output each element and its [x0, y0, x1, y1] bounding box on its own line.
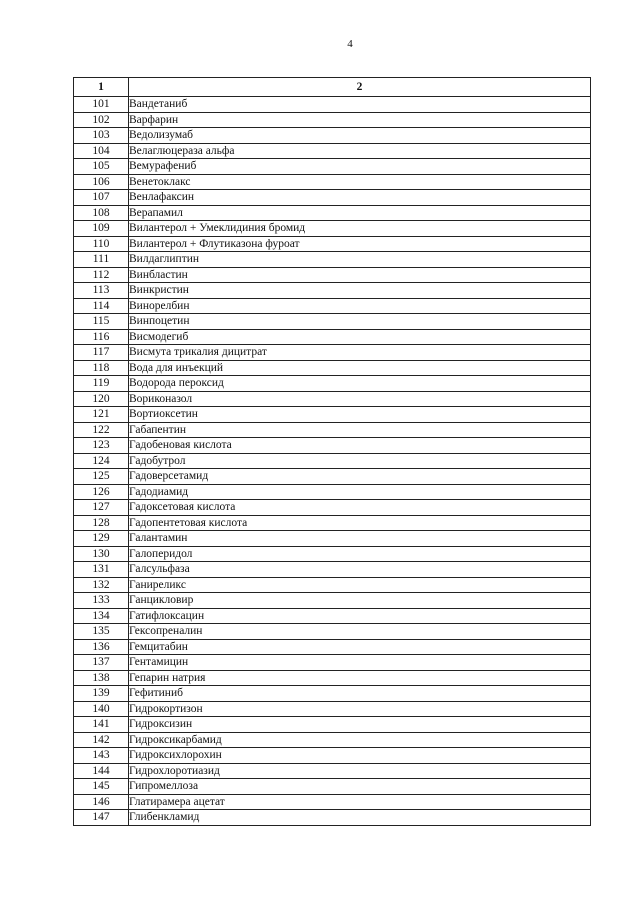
table-row: [74, 407, 591, 423]
row-number: 125: [74, 469, 129, 485]
drug-name: Гемцитабин: [129, 639, 591, 655]
drug-name: Верапамил: [129, 205, 591, 221]
row-number: 127: [74, 500, 129, 516]
drug-name: Гадодиамид: [129, 484, 591, 500]
drug-name: Вилантерол + Флутиказона фуроат: [129, 236, 591, 252]
table-row: [74, 345, 591, 361]
table-row: [74, 593, 591, 609]
row-number: 103: [74, 128, 129, 144]
drug-name: Вориконазол: [129, 391, 591, 407]
row-number: 134: [74, 608, 129, 624]
drug-name: Гадобутрол: [129, 453, 591, 469]
table-row: [74, 779, 591, 795]
drug-name: Варфарин: [129, 112, 591, 128]
row-number: 113: [74, 283, 129, 299]
drug-name: Гидрохлоротиазид: [129, 763, 591, 779]
row-number: 109: [74, 221, 129, 237]
column-header-name: 2: [129, 78, 591, 97]
table-row: [74, 453, 591, 469]
row-number: 121: [74, 407, 129, 423]
table-row: [74, 391, 591, 407]
drug-name: Вемурафениб: [129, 159, 591, 175]
drug-name: Гатифлоксацин: [129, 608, 591, 624]
table-row: [74, 128, 591, 144]
row-number: 140: [74, 701, 129, 717]
drug-name: Гексопреналин: [129, 624, 591, 640]
row-number: 102: [74, 112, 129, 128]
table-row: [74, 624, 591, 640]
drug-name: Винкристин: [129, 283, 591, 299]
row-number: 142: [74, 732, 129, 748]
table-row: [74, 717, 591, 733]
table-row: [74, 655, 591, 671]
table-row: [74, 810, 591, 826]
table-row: [74, 298, 591, 314]
row-number: 137: [74, 655, 129, 671]
row-number: 116: [74, 329, 129, 345]
row-number: 105: [74, 159, 129, 175]
drug-name: Венлафаксин: [129, 190, 591, 206]
drug-name: Гадоксетовая кислота: [129, 500, 591, 516]
table-row: [74, 190, 591, 206]
row-number: 139: [74, 686, 129, 702]
table-row: [74, 577, 591, 593]
column-header-number: 1: [74, 78, 129, 97]
row-number: 132: [74, 577, 129, 593]
table-row: [74, 608, 591, 624]
drug-name: Велаглюцераза альфа: [129, 143, 591, 159]
table-row: [74, 639, 591, 655]
row-number: 133: [74, 593, 129, 609]
row-number: 106: [74, 174, 129, 190]
table-row: [74, 376, 591, 392]
drug-name: Галантамин: [129, 531, 591, 547]
table-row: [74, 422, 591, 438]
row-number: 122: [74, 422, 129, 438]
drug-name: Венетоклакс: [129, 174, 591, 190]
row-number: 110: [74, 236, 129, 252]
row-number: 126: [74, 484, 129, 500]
table-row: [74, 670, 591, 686]
drug-name: Габапентин: [129, 422, 591, 438]
row-number: 145: [74, 779, 129, 795]
table-row: [74, 484, 591, 500]
row-number: 136: [74, 639, 129, 655]
row-number: 129: [74, 531, 129, 547]
drug-name: Гадопентетовая кислота: [129, 515, 591, 531]
table-row: [74, 205, 591, 221]
table-row: [74, 763, 591, 779]
table-row: [74, 748, 591, 764]
table-row: [74, 97, 591, 113]
row-number: 128: [74, 515, 129, 531]
drug-name: Ганцикловир: [129, 593, 591, 609]
drug-name: Глатирамера ацетат: [129, 794, 591, 810]
table-header-row: [74, 78, 591, 97]
row-number: 144: [74, 763, 129, 779]
row-number: 107: [74, 190, 129, 206]
row-number: 130: [74, 546, 129, 562]
drug-name: Галсульфаза: [129, 562, 591, 578]
table-row: [74, 732, 591, 748]
drug-name: Гидроксихлорохин: [129, 748, 591, 764]
row-number: 111: [74, 252, 129, 268]
row-number: 141: [74, 717, 129, 733]
row-number: 131: [74, 562, 129, 578]
table-row: [74, 174, 591, 190]
row-number: 114: [74, 298, 129, 314]
drug-name: Гидроксизин: [129, 717, 591, 733]
drug-name: Ганиреликс: [129, 577, 591, 593]
drug-name: Вода для инъекций: [129, 360, 591, 376]
page-number: 4: [347, 38, 353, 50]
table-row: [74, 546, 591, 562]
drug-name: Вилдаглиптин: [129, 252, 591, 268]
row-number: 147: [74, 810, 129, 826]
table-row: [74, 221, 591, 237]
row-number: 101: [74, 97, 129, 113]
drug-name: Гадоверсетамид: [129, 469, 591, 485]
drug-name: Гидроксикарбамид: [129, 732, 591, 748]
table-row: [74, 112, 591, 128]
row-number: 146: [74, 794, 129, 810]
drug-name: Галоперидол: [129, 546, 591, 562]
drug-name: Гефитиниб: [129, 686, 591, 702]
table-row: [74, 531, 591, 547]
row-number: 120: [74, 391, 129, 407]
table-row: [74, 329, 591, 345]
table-row: [74, 562, 591, 578]
drug-name: Гепарин натрия: [129, 670, 591, 686]
drug-name: Гипромеллоза: [129, 779, 591, 795]
row-number: 138: [74, 670, 129, 686]
drug-name: Вандетаниб: [129, 97, 591, 113]
table-row: [74, 701, 591, 717]
drug-name: Ведолизумаб: [129, 128, 591, 144]
drug-name: Вилантерол + Умеклидиния бромид: [129, 221, 591, 237]
table-row: [74, 360, 591, 376]
table-row: [74, 283, 591, 299]
drug-name: Гентамицин: [129, 655, 591, 671]
drug-name: Гадобеновая кислота: [129, 438, 591, 454]
drug-name: Винпоцетин: [129, 314, 591, 330]
table-row: [74, 267, 591, 283]
drug-name: Висмодегиб: [129, 329, 591, 345]
table-row: [74, 515, 591, 531]
row-number: 123: [74, 438, 129, 454]
table-row: [74, 252, 591, 268]
table-row: [74, 500, 591, 516]
table-row: [74, 469, 591, 485]
drug-name: Винорелбин: [129, 298, 591, 314]
row-number: 143: [74, 748, 129, 764]
row-number: 112: [74, 267, 129, 283]
table-row: [74, 143, 591, 159]
row-number: 119: [74, 376, 129, 392]
table-row: [74, 236, 591, 252]
row-number: 135: [74, 624, 129, 640]
drug-table: [73, 77, 591, 826]
drug-name: Вортиоксетин: [129, 407, 591, 423]
table-row: [74, 314, 591, 330]
row-number: 117: [74, 345, 129, 361]
drug-name: Висмута трикалия дицитрат: [129, 345, 591, 361]
drug-name: Винбластин: [129, 267, 591, 283]
table-row: [74, 438, 591, 454]
row-number: 108: [74, 205, 129, 221]
table-row: [74, 686, 591, 702]
drug-name: Водорода пероксид: [129, 376, 591, 392]
drug-name: Гидрокортизон: [129, 701, 591, 717]
table-row: [74, 159, 591, 175]
drug-name: Глибенкламид: [129, 810, 591, 826]
row-number: 124: [74, 453, 129, 469]
row-number: 118: [74, 360, 129, 376]
row-number: 104: [74, 143, 129, 159]
table-row: [74, 794, 591, 810]
table-body: [74, 97, 591, 826]
row-number: 115: [74, 314, 129, 330]
